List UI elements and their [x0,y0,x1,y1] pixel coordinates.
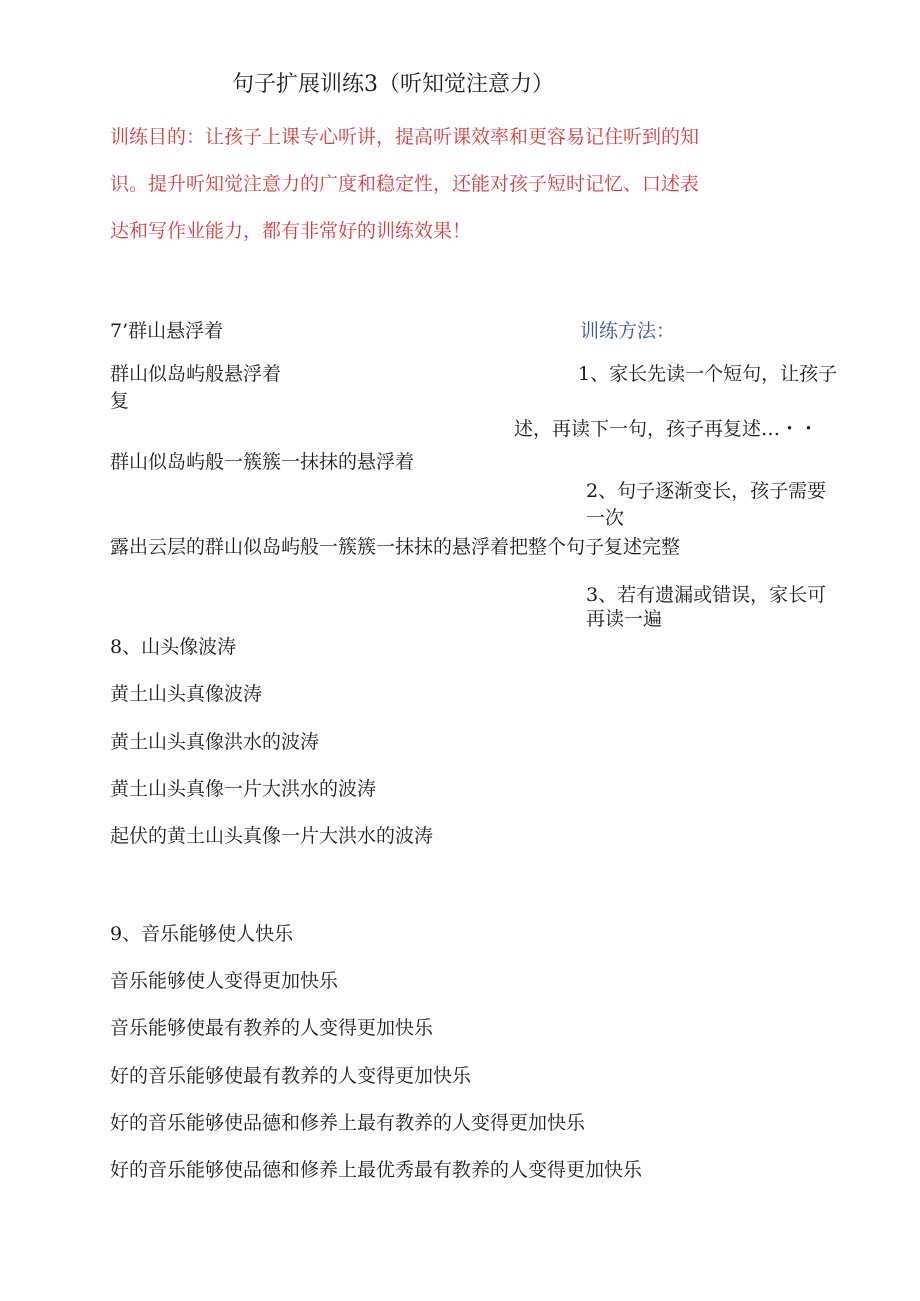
page-title: 句子扩展训练3（听知觉注意力） [232,72,554,97]
method-step-3-line-1: 3、若有遗漏或错误，家长可 [586,584,827,606]
method-step-2-line-2: 一次 [586,507,625,529]
exercise-8-sentence-4: 起伏的黄土山头真像一片大洪水的波涛 [110,825,434,847]
exercise-7-sentence-2: 群山似岛屿般一簇簇一抹抹的悬浮着 [110,451,415,473]
method-step-1-line-1: 1、家长先读一个短句，让孩子 [578,363,838,385]
method-step-1-line-3: 述，再读下一句，孩子再复述…・・ [514,418,819,440]
exercise-8-sentence-2: 黄土山头真像洪水的波涛 [110,731,320,753]
purpose-line-1: 训练目的：让孩子上课专心听讲，提高听课效率和更容易记住听到的知 [110,126,700,148]
exercise-9-sentence-5: 好的音乐能够使品德和修养上最优秀最有教养的人变得更加快乐 [110,1159,643,1181]
exercise-8-sentence-1: 黄土山头真像波涛 [110,683,263,705]
exercise-9-sentence-2: 音乐能够使最有教养的人变得更加快乐 [110,1017,434,1039]
exercise-8-sentence-3: 黄土山头真像一片大洪水的波涛 [110,778,377,800]
purpose-line-3: 达和写作业能力，都有非常好的训练效果！ [110,220,472,242]
exercise-9-sentence-3: 好的音乐能够使最有教养的人变得更加快乐 [110,1065,472,1087]
exercise-7-sentence-1: 群山似岛屿般悬浮着 [110,363,282,385]
method-step-3-line-2: 再读一遍 [586,608,663,630]
exercise-7-heading: 7’群山悬浮着 [110,320,224,342]
exercise-9-sentence-1: 音乐能够使人变得更加快乐 [110,970,339,992]
method-heading: 训练方法： [580,320,676,342]
exercise-8-heading: 8、山头像波涛 [110,636,237,658]
exercise-7-sentence-3 [110,538,680,557]
method-step-2-line-3: 把整个句子复述完整 [509,536,681,558]
method-step-2-line-1: 2、句子逐渐变长，孩子需要 [586,480,827,502]
purpose-line-2: 识。提升听知觉注意力的广度和稳定性，还能对孩子短时记忆、口述表 [110,173,700,195]
method-step-1-line-2: 复 [110,390,130,412]
exercise-9-sentence-4: 好的音乐能够使品德和修养上最有教养的人变得更加快乐 [110,1112,586,1134]
exercise-7-sentence-3-text: 露出云层的群山似岛屿般一簇簇一抹抹的悬浮着 [110,536,510,558]
exercise-9-heading: 9、音乐能够使人快乐 [110,923,294,945]
